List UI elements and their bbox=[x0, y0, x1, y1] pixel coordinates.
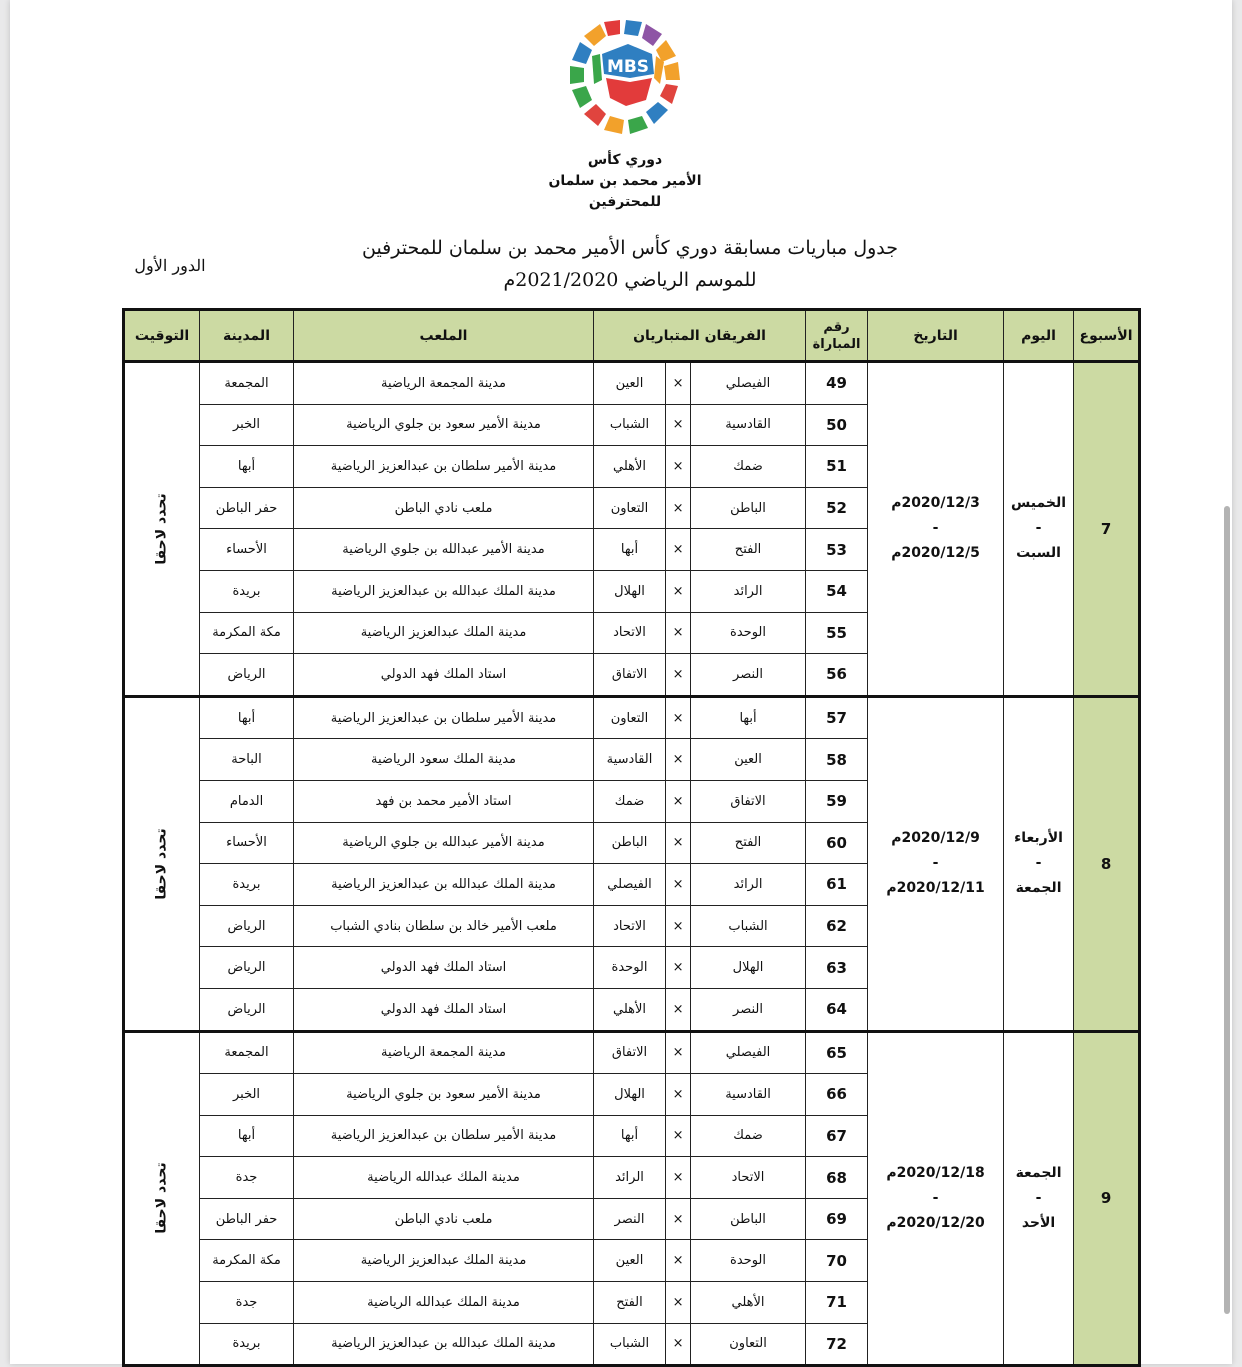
away-team: الشباب bbox=[594, 404, 666, 446]
stadium: مدينة المجمعة الرياضية bbox=[294, 1031, 594, 1074]
match-number: 57 bbox=[806, 696, 868, 739]
vs-symbol: × bbox=[666, 404, 691, 446]
day-end: الأحد bbox=[1021, 1214, 1056, 1231]
date-separator: - bbox=[932, 855, 939, 872]
week-days bbox=[1004, 696, 1074, 1031]
home-team: القادسية bbox=[691, 404, 806, 446]
kickoff-time bbox=[124, 362, 200, 697]
away-team: الأهلي bbox=[594, 988, 666, 1031]
stadium: مدينة الملك عبدالله بن عبدالعزيز الرياضية bbox=[294, 864, 594, 906]
stadium: مدينة الأمير سعود بن جلوي الرياضية bbox=[294, 404, 594, 446]
city: الرياض bbox=[200, 654, 294, 697]
away-team: النصر bbox=[594, 1198, 666, 1240]
away-team: القادسية bbox=[594, 739, 666, 781]
home-team: الباطن bbox=[691, 487, 806, 529]
table-header-row bbox=[124, 310, 1140, 362]
document-title bbox=[310, 232, 950, 296]
vs-symbol: × bbox=[666, 1074, 691, 1116]
match-number: 63 bbox=[806, 947, 868, 989]
week-dates bbox=[868, 362, 1004, 697]
match-row bbox=[124, 1031, 1140, 1074]
round-label: الدور الأول bbox=[134, 256, 206, 275]
day-start: الخميس bbox=[1011, 495, 1067, 512]
home-team: الرائد bbox=[691, 864, 806, 906]
header-teams: الفريقان المتباريان bbox=[594, 310, 806, 362]
date-separator: - bbox=[932, 1189, 939, 1206]
stadium: مدينة الملك عبدالله الرياضية bbox=[294, 1282, 594, 1324]
city: حفر الباطن bbox=[200, 487, 294, 529]
match-number: 72 bbox=[806, 1323, 868, 1366]
kickoff-time bbox=[124, 1031, 200, 1366]
home-team: ضمك bbox=[691, 446, 806, 488]
logo-badge-text: MBS bbox=[606, 57, 650, 77]
day-end: الجمعة bbox=[1015, 880, 1062, 897]
city: المجمعة bbox=[200, 1031, 294, 1074]
stadium: مدينة الملك عبدالله بن عبدالعزيز الرياضية bbox=[294, 1323, 594, 1366]
day-end: السبت bbox=[1016, 545, 1061, 562]
match-number: 53 bbox=[806, 529, 868, 571]
logo-caption-line: للمحترفين bbox=[588, 194, 662, 210]
match-number: 66 bbox=[806, 1074, 868, 1116]
away-team: الهلال bbox=[594, 1074, 666, 1116]
city: أبها bbox=[200, 446, 294, 488]
city: المجمعة bbox=[200, 362, 294, 405]
away-team: الهلال bbox=[594, 570, 666, 612]
vs-symbol: × bbox=[666, 612, 691, 654]
vs-symbol: × bbox=[666, 905, 691, 947]
match-number: 67 bbox=[806, 1115, 868, 1157]
vs-symbol: × bbox=[666, 1323, 691, 1366]
city: مكة المكرمة bbox=[200, 1240, 294, 1282]
city: أبها bbox=[200, 1115, 294, 1157]
stadium: ملعب نادي الباطن bbox=[294, 487, 594, 529]
match-number: 54 bbox=[806, 570, 868, 612]
week-number: 8 bbox=[1074, 696, 1140, 1031]
home-team: الهلال bbox=[691, 947, 806, 989]
stadium: مدينة الأمير عبدالله بن جلوي الرياضية bbox=[294, 822, 594, 864]
day-start: الأربعاء bbox=[1014, 830, 1063, 847]
away-team: الفيصلي bbox=[594, 864, 666, 906]
vs-symbol: × bbox=[666, 696, 691, 739]
match-number: 68 bbox=[806, 1157, 868, 1199]
document-page bbox=[10, 0, 1232, 1364]
kickoff-time bbox=[124, 696, 200, 1031]
schedule-table bbox=[122, 308, 1141, 1367]
title-line-1: جدول مباريات مسابقة دوري كأس الأمير محمد بن سلمان للمحترفين bbox=[361, 237, 899, 259]
date-start: 2020/12/18م bbox=[886, 1164, 985, 1181]
city: الرياض bbox=[200, 988, 294, 1031]
header-match-number: رقم المباراة bbox=[806, 310, 868, 362]
date-end: 2020/12/20م bbox=[886, 1214, 985, 1231]
match-number: 64 bbox=[806, 988, 868, 1031]
city: جدة bbox=[200, 1157, 294, 1199]
home-team: الرائد bbox=[691, 570, 806, 612]
stadium: مدينة الملك سعود الرياضية bbox=[294, 739, 594, 781]
away-team: الرائد bbox=[594, 1157, 666, 1199]
vs-symbol: × bbox=[666, 1115, 691, 1157]
day-separator: - bbox=[1035, 1189, 1042, 1206]
away-team: العين bbox=[594, 362, 666, 405]
stadium: مدينة المجمعة الرياضية bbox=[294, 362, 594, 405]
away-team: التعاون bbox=[594, 487, 666, 529]
vs-symbol: × bbox=[666, 1157, 691, 1199]
stadium: مدينة الأمير سلطان بن عبدالعزيز الرياضية bbox=[294, 696, 594, 739]
match-number: 49 bbox=[806, 362, 868, 405]
away-team: الوحدة bbox=[594, 947, 666, 989]
away-team: العين bbox=[594, 1240, 666, 1282]
home-team: الاتحاد bbox=[691, 1157, 806, 1199]
home-team: الأهلي bbox=[691, 1282, 806, 1324]
header-time: التوقيت bbox=[124, 310, 200, 362]
logo-caption-line: دوري كأس bbox=[587, 152, 663, 168]
vs-symbol: × bbox=[666, 864, 691, 906]
city: أبها bbox=[200, 696, 294, 739]
away-team: التعاون bbox=[594, 696, 666, 739]
logo-caption bbox=[480, 150, 770, 213]
home-team: الاتفاق bbox=[691, 780, 806, 822]
vs-symbol: × bbox=[666, 988, 691, 1031]
home-team: الفتح bbox=[691, 822, 806, 864]
city: جدة bbox=[200, 1282, 294, 1324]
city: الخبر bbox=[200, 404, 294, 446]
vs-symbol: × bbox=[666, 529, 691, 571]
stadium: مدينة الأمير سعود بن جلوي الرياضية bbox=[294, 1074, 594, 1116]
vertical-scrollbar[interactable] bbox=[1224, 506, 1230, 1314]
stadium: استاد الملك فهد الدولي bbox=[294, 988, 594, 1031]
date-end: 2020/12/5م bbox=[891, 545, 980, 562]
match-number: 52 bbox=[806, 487, 868, 529]
stadium: مدينة الأمير سلطان بن عبدالعزيز الرياضية bbox=[294, 1115, 594, 1157]
home-team: التعاون bbox=[691, 1323, 806, 1366]
header-day: اليوم bbox=[1004, 310, 1074, 362]
city: الدمام bbox=[200, 780, 294, 822]
date-start: 2020/12/3م bbox=[891, 495, 980, 512]
city: الأحساء bbox=[200, 529, 294, 571]
stadium: مدينة الملك عبدالعزيز الرياضية bbox=[294, 612, 594, 654]
header-stadium: الملعب bbox=[294, 310, 594, 362]
match-number: 56 bbox=[806, 654, 868, 697]
home-team: القادسية bbox=[691, 1074, 806, 1116]
header-week: الأسبوع bbox=[1074, 310, 1140, 362]
home-team: ضمك bbox=[691, 1115, 806, 1157]
home-team: الوحدة bbox=[691, 1240, 806, 1282]
home-team: أبها bbox=[691, 696, 806, 739]
vs-symbol: × bbox=[666, 780, 691, 822]
vs-symbol: × bbox=[666, 822, 691, 864]
away-team: الاتحاد bbox=[594, 612, 666, 654]
match-number: 50 bbox=[806, 404, 868, 446]
match-row bbox=[124, 696, 1140, 739]
title-line-2: للموسم الرياضي 2021/2020م bbox=[503, 269, 757, 291]
match-number: 70 bbox=[806, 1240, 868, 1282]
city: الرياض bbox=[200, 947, 294, 989]
schedule-body bbox=[124, 362, 1140, 1366]
week-dates bbox=[868, 1031, 1004, 1366]
vs-symbol: × bbox=[666, 947, 691, 989]
city: حفر الباطن bbox=[200, 1198, 294, 1240]
away-team: أبها bbox=[594, 1115, 666, 1157]
home-team: العين bbox=[691, 739, 806, 781]
vs-symbol: × bbox=[666, 362, 691, 405]
date-start: 2020/12/9م bbox=[891, 830, 980, 847]
week-days bbox=[1004, 1031, 1074, 1366]
week-days bbox=[1004, 362, 1074, 697]
away-team: الباطن bbox=[594, 822, 666, 864]
kickoff-time-text: تحدد لاحقا bbox=[154, 827, 170, 900]
stadium: مدينة الأمير سلطان بن عبدالعزيز الرياضية bbox=[294, 446, 594, 488]
home-team: الفيصلي bbox=[691, 362, 806, 405]
vs-symbol: × bbox=[666, 1240, 691, 1282]
match-row bbox=[124, 362, 1140, 405]
stadium: ملعب نادي الباطن bbox=[294, 1198, 594, 1240]
away-team: ضمك bbox=[594, 780, 666, 822]
city: بريدة bbox=[200, 864, 294, 906]
header-city: المدينة bbox=[200, 310, 294, 362]
vs-symbol: × bbox=[666, 654, 691, 697]
day-separator: - bbox=[1035, 520, 1042, 537]
match-number: 61 bbox=[806, 864, 868, 906]
kickoff-time-text: تحدد لاحقا bbox=[154, 1162, 170, 1235]
day-start: الجمعة bbox=[1015, 1164, 1062, 1181]
match-number: 60 bbox=[806, 822, 868, 864]
match-number: 51 bbox=[806, 446, 868, 488]
home-team: الباطن bbox=[691, 1198, 806, 1240]
header-date: التاريخ bbox=[868, 310, 1004, 362]
match-number: 62 bbox=[806, 905, 868, 947]
vs-symbol: × bbox=[666, 487, 691, 529]
away-team: الفتح bbox=[594, 1282, 666, 1324]
city: الأحساء bbox=[200, 822, 294, 864]
stadium: مدينة الملك عبدالعزيز الرياضية bbox=[294, 1240, 594, 1282]
stadium: مدينة الأمير عبدالله بن جلوي الرياضية bbox=[294, 529, 594, 571]
match-number: 55 bbox=[806, 612, 868, 654]
city: الرياض bbox=[200, 905, 294, 947]
away-team: الاتفاق bbox=[594, 654, 666, 697]
match-number: 59 bbox=[806, 780, 868, 822]
away-team: الاتفاق bbox=[594, 1031, 666, 1074]
home-team: النصر bbox=[691, 988, 806, 1031]
vs-symbol: × bbox=[666, 739, 691, 781]
logo-caption-line: الأمير محمد بن سلمان bbox=[548, 173, 702, 189]
city: بريدة bbox=[200, 570, 294, 612]
home-team: الشباب bbox=[691, 905, 806, 947]
city: مكة المكرمة bbox=[200, 612, 294, 654]
home-team: النصر bbox=[691, 654, 806, 697]
match-number: 71 bbox=[806, 1282, 868, 1324]
week-number: 9 bbox=[1074, 1031, 1140, 1366]
city: الباحة bbox=[200, 739, 294, 781]
kickoff-time-text: تحدد لاحقا bbox=[154, 493, 170, 565]
match-number: 69 bbox=[806, 1198, 868, 1240]
week-number: 7 bbox=[1074, 362, 1140, 697]
stadium: ملعب الأمير خالد بن سلطان بنادي الشباب bbox=[294, 905, 594, 947]
away-team: الأهلي bbox=[594, 446, 666, 488]
home-team: الفتح bbox=[691, 529, 806, 571]
week-dates bbox=[868, 696, 1004, 1031]
stadium: استاد الملك فهد الدولي bbox=[294, 947, 594, 989]
match-number: 65 bbox=[806, 1031, 868, 1074]
mbs-league-logo bbox=[558, 14, 694, 142]
city: الخبر bbox=[200, 1074, 294, 1116]
vs-symbol: × bbox=[666, 570, 691, 612]
stadium: مدينة الملك عبدالله الرياضية bbox=[294, 1157, 594, 1199]
match-number: 58 bbox=[806, 739, 868, 781]
stadium: استاد الأمير محمد بن فهد bbox=[294, 780, 594, 822]
date-separator: - bbox=[932, 520, 939, 537]
day-separator: - bbox=[1035, 855, 1042, 872]
away-team: الشباب bbox=[594, 1323, 666, 1366]
away-team: أبها bbox=[594, 529, 666, 571]
home-team: الوحدة bbox=[691, 612, 806, 654]
vs-symbol: × bbox=[666, 1031, 691, 1074]
vs-symbol: × bbox=[666, 1198, 691, 1240]
home-team: الفيصلي bbox=[691, 1031, 806, 1074]
stadium: استاد الملك فهد الدولي bbox=[294, 654, 594, 697]
vs-symbol: × bbox=[666, 1282, 691, 1324]
city: بريدة bbox=[200, 1323, 294, 1366]
away-team: الاتحاد bbox=[594, 905, 666, 947]
date-end: 2020/12/11م bbox=[886, 880, 985, 897]
vs-symbol: × bbox=[666, 446, 691, 488]
stadium: مدينة الملك عبدالله بن عبدالعزيز الرياضية bbox=[294, 570, 594, 612]
